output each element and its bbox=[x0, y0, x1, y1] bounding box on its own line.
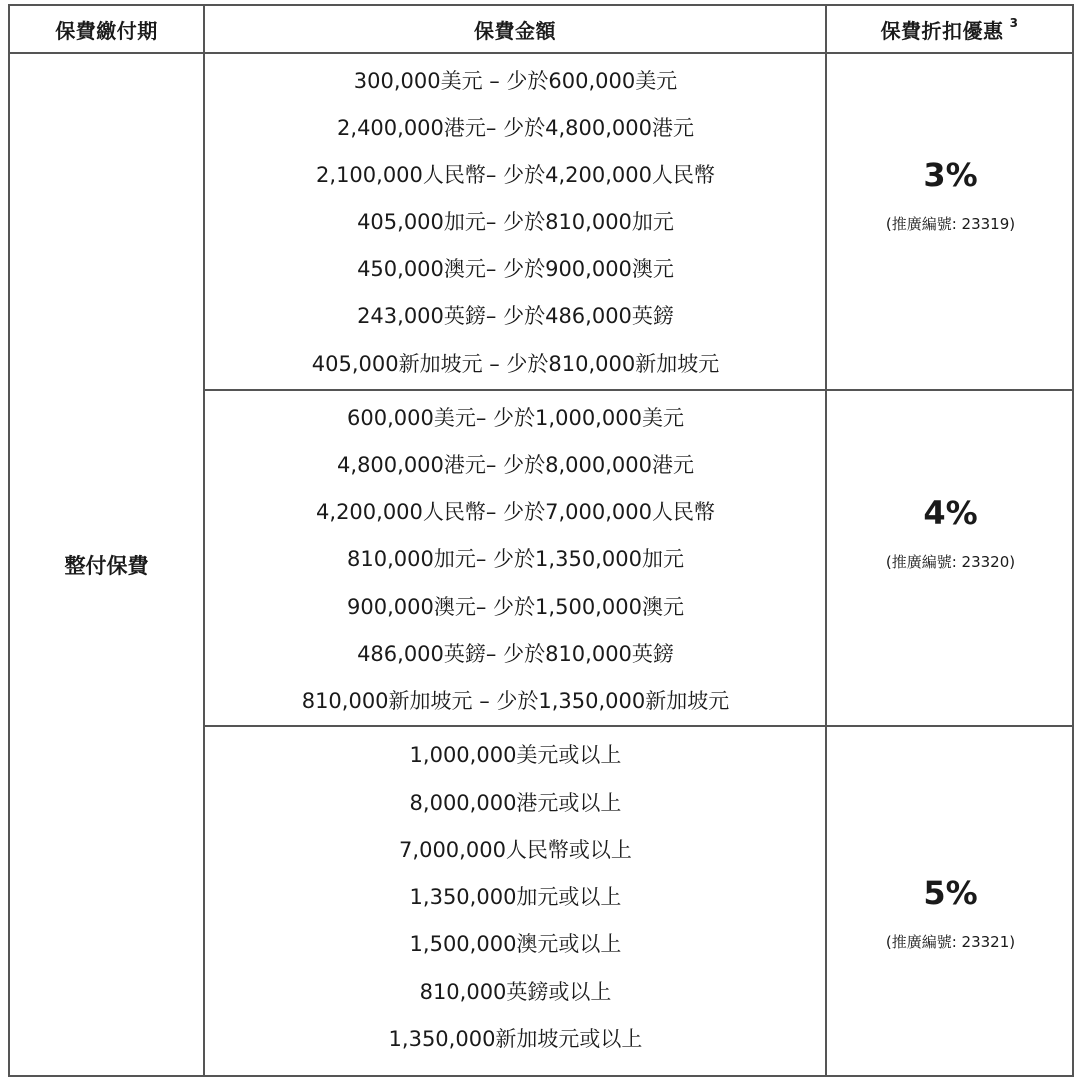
header-period bbox=[10, 6, 203, 52]
amount-line: 600,000美元– 少於1,000,000美元 bbox=[347, 406, 684, 430]
amount-line: 300,000美元 – 少於600,000美元 bbox=[353, 69, 678, 93]
amount-line: 810,000新加坡元 – 少於1,350,000新加坡元 bbox=[301, 689, 730, 713]
amount-line: 810,000加元– 少於1,350,000加元 bbox=[347, 547, 684, 571]
tier-1-amounts bbox=[205, 54, 826, 389]
premium-discount-table bbox=[8, 4, 1074, 1077]
header-amount bbox=[205, 6, 825, 52]
discount-percentage: 4% bbox=[923, 494, 978, 532]
amount-line: 900,000澳元– 少於1,500,000澳元 bbox=[347, 595, 684, 619]
amount-line: 2,100,000人民幣– 少於4,200,000人民幣 bbox=[316, 163, 715, 187]
amount-line: 4,800,000港元– 少於8,000,000港元 bbox=[337, 453, 694, 477]
tier-2-discount bbox=[827, 391, 1074, 725]
period-cell bbox=[10, 54, 203, 1075]
amount-line: 243,000英鎊– 少於486,000英鎊 bbox=[357, 304, 674, 328]
promo-code: (推廣編號: 23319) bbox=[885, 215, 1016, 233]
discount-percentage: 5% bbox=[923, 874, 978, 912]
period-label: 整付保費 bbox=[64, 553, 149, 578]
amount-line: 450,000澳元– 少於900,000澳元 bbox=[357, 257, 674, 281]
discount-percentage: 3% bbox=[923, 156, 978, 194]
amount-line: 8,000,000港元或以上 bbox=[409, 791, 622, 815]
tier-3-discount bbox=[827, 727, 1074, 1075]
header-period-label: 保費繳付期 bbox=[55, 18, 158, 43]
tier-2-amounts bbox=[205, 391, 826, 725]
amount-line: 1,350,000加元或以上 bbox=[409, 885, 622, 909]
promo-code: (推廣編號: 23320) bbox=[885, 553, 1016, 571]
amount-line: 2,400,000港元– 少於4,800,000港元 bbox=[337, 116, 694, 140]
amount-line: 405,000加元– 少於810,000加元 bbox=[357, 210, 674, 234]
footnote-marker: 3 bbox=[1009, 16, 1019, 30]
amount-line: 1,350,000新加坡元或以上 bbox=[388, 1027, 643, 1051]
header-discount-label: 保費折扣優惠 bbox=[880, 18, 1004, 43]
amount-line: 486,000英鎊– 少於810,000英鎊 bbox=[357, 642, 674, 666]
amount-line: 810,000英鎊或以上 bbox=[419, 980, 612, 1004]
tier-3-amounts bbox=[205, 727, 826, 1075]
amount-line: 7,000,000人民幣或以上 bbox=[399, 838, 632, 862]
amount-line: 405,000新加坡元 – 少於810,000新加坡元 bbox=[311, 352, 720, 376]
promo-code: (推廣編號: 23321) bbox=[885, 933, 1016, 951]
tier-1-discount bbox=[827, 54, 1074, 389]
amount-line: 4,200,000人民幣– 少於7,000,000人民幣 bbox=[316, 500, 715, 524]
header-amount-label: 保費金額 bbox=[474, 18, 556, 43]
amount-line: 1,000,000美元或以上 bbox=[409, 743, 622, 767]
amount-line: 1,500,000澳元或以上 bbox=[409, 932, 622, 956]
header-discount bbox=[827, 6, 1072, 52]
